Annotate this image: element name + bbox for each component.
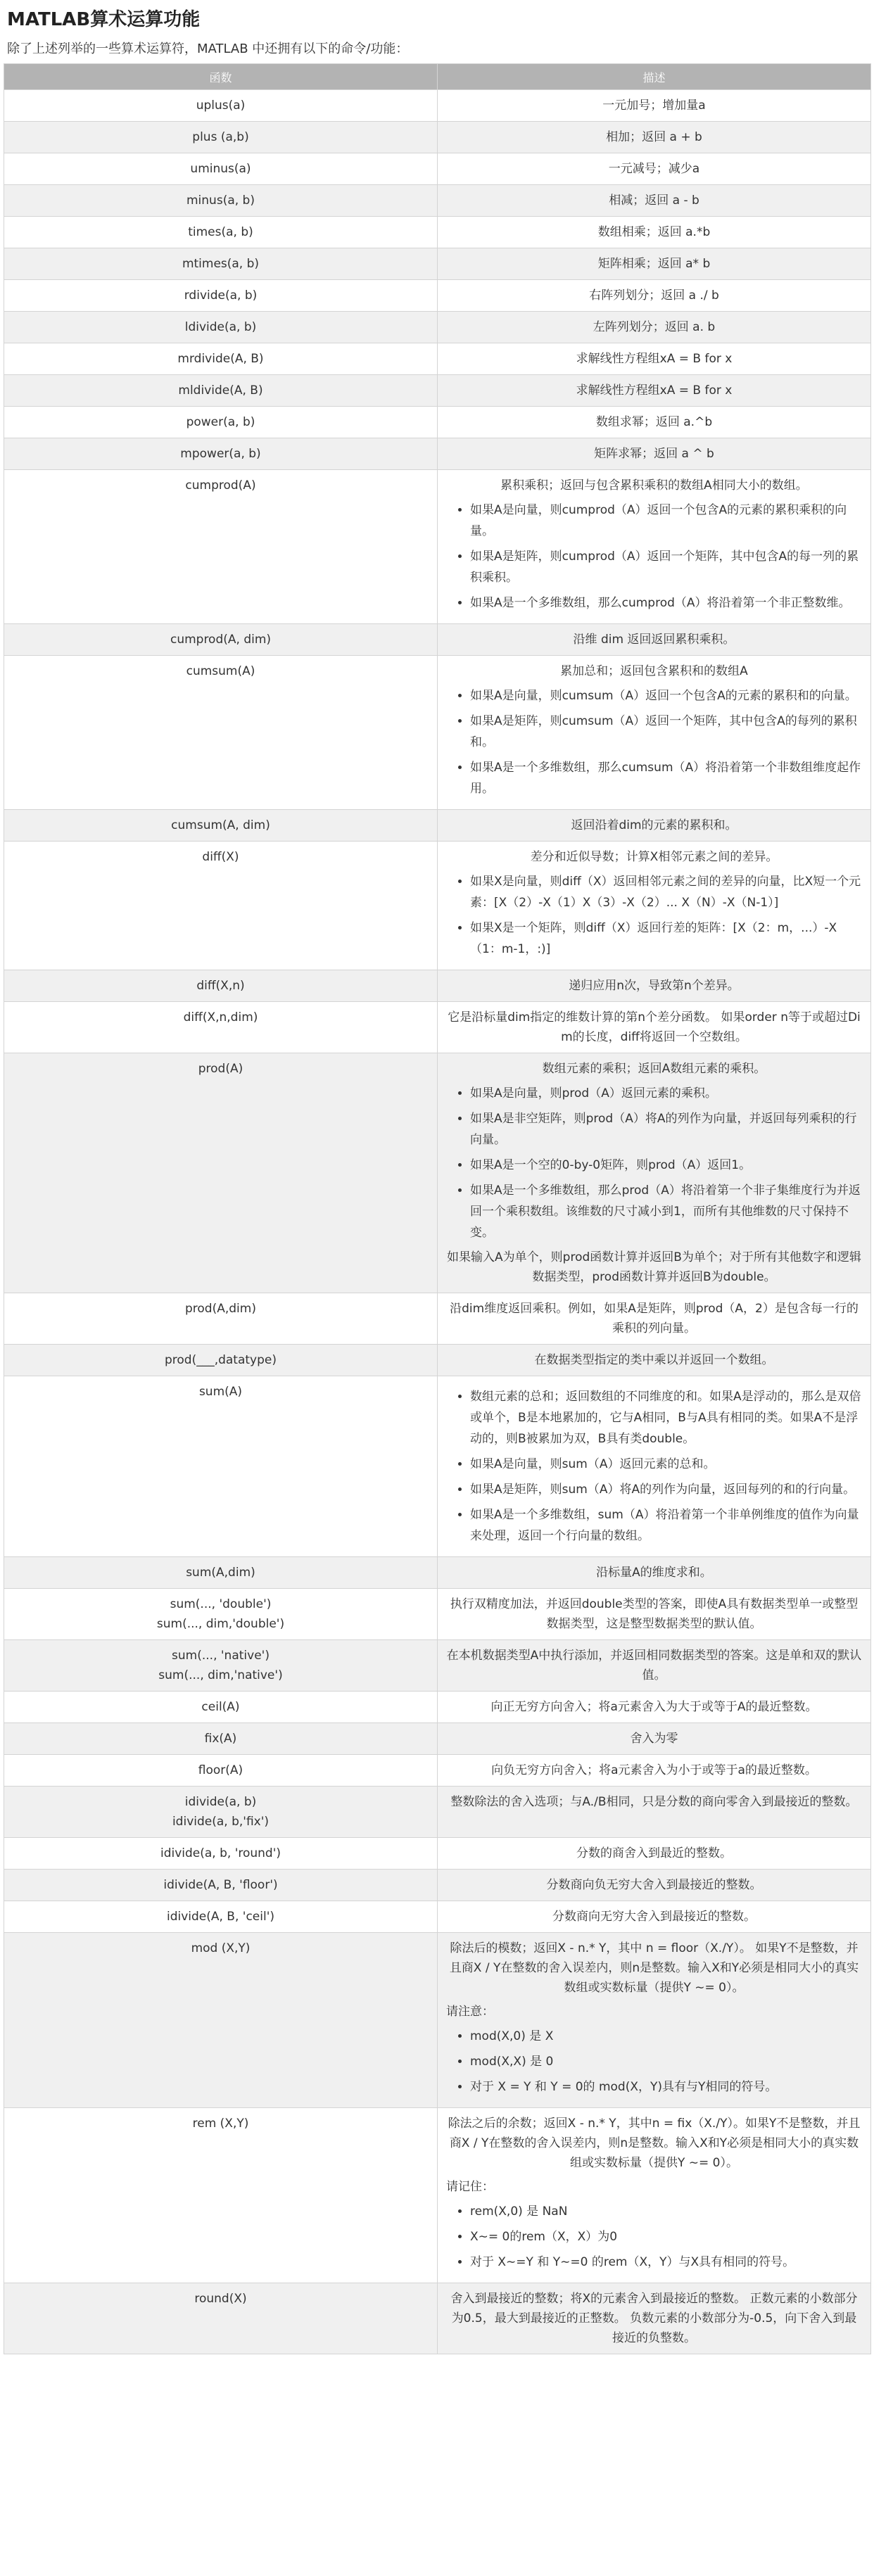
function-cell	[4, 312, 438, 343]
function-name: mtimes(a, b)	[182, 257, 260, 271]
function-name: idivide(a, b, 'round')	[160, 1846, 281, 1860]
description-heading: 差分和近似导数；计算X相邻元素之间的差异。	[530, 850, 778, 864]
function-name: prod(A)	[198, 1062, 243, 1076]
function-name: cumprod(A, dim)	[170, 633, 272, 647]
description-bullet: • mod(X,0) 是 X	[470, 2026, 862, 2047]
function-cell	[4, 122, 438, 153]
description-text: 它是沿标量dim指定的维数计算的第n个差分函数。 如果order n等于或超过Dim的长度，diff将返回一个空数组。	[448, 1010, 861, 1044]
function-name: ldivide(a, b)	[184, 320, 257, 334]
function-cell	[4, 1376, 438, 1557]
description-bullet: • 如果X是一个矩阵，则diff（X）返回行差的矩阵：[X（2：m，...）-X（1：m-1，:)]	[470, 918, 862, 960]
function-cell	[4, 470, 438, 624]
description-cell	[438, 1933, 871, 2108]
function-cell	[4, 1640, 438, 1692]
description-cell	[438, 1557, 871, 1589]
table-row	[4, 375, 871, 407]
table-row	[4, 1838, 871, 1870]
description-text: 相减；返回 a - b	[609, 193, 699, 208]
table-row	[4, 1345, 871, 1376]
description-cell	[438, 312, 871, 343]
function-name: uplus(a)	[196, 99, 246, 113]
description-bullet: • 数组元素的总和；返回数组的不同维度的和。如果A是浮动的，那么是双倍或单个，B是本地累加的，它与A相同，B与A具有相同的类。如果A不是浮动的，则B被累加为双，B具有类double。	[470, 1386, 862, 1449]
function-name: idivide(a, b)	[184, 1795, 257, 1809]
table-row	[4, 2283, 871, 2354]
description-heading: 累积乘积；返回与包含累积乘积的数组A相同大小的数组。	[500, 478, 808, 493]
description-heading: 累加总和；返回包含累积和的数组A	[560, 664, 748, 678]
table-row	[4, 1589, 871, 1640]
function-name: mpower(a, b)	[180, 447, 261, 461]
function-cell	[4, 1787, 438, 1838]
function-name: cumsum(A)	[186, 664, 255, 678]
table-row	[4, 407, 871, 438]
description-cell	[438, 656, 871, 810]
function-cell	[4, 407, 438, 438]
function-cell	[4, 1345, 438, 1376]
description-bullet: • 如果A是非空矩阵，则prod（A）将A的列作为向量，并返回每列乘积的行向量。	[470, 1108, 862, 1150]
description-cell	[438, 1002, 871, 1053]
table-row	[4, 1755, 871, 1787]
description-bullet: • 如果A是一个多维数组，那么prod（A）将沿着第一个非子集维度行为并返回一个乘积数组。该维数的尺寸减小到1，而所有其他维数的尺寸保持不变。	[470, 1180, 862, 1243]
table-row	[4, 185, 871, 217]
function-cell	[4, 217, 438, 248]
description-text: 右阵列划分；返回 a ./ b	[589, 288, 719, 303]
function-cell	[4, 1933, 438, 2108]
function-cell	[4, 810, 438, 842]
description-cell	[438, 280, 871, 312]
description-bullet: • 对于 X∼=Y 和 Y∼=0 的rem（X，Y）与X具有相同的符号。	[470, 2252, 862, 2273]
description-text: 沿维 dim 返回返回累积乘积。	[573, 633, 735, 647]
description-bullet: • 如果A是矩阵，则sum（A）将A的列作为向量，返回每列的和的行向量。	[470, 1479, 862, 1500]
function-cell	[4, 1723, 438, 1755]
function-name: round(X)	[194, 2292, 247, 2306]
function-name: sum(A)	[198, 1385, 243, 1399]
function-name: mrdivide(A, B)	[177, 352, 264, 366]
table-row	[4, 1692, 871, 1723]
function-cell	[4, 280, 438, 312]
description-cell	[438, 375, 871, 407]
description-cell	[438, 624, 871, 656]
description-cell	[438, 810, 871, 842]
description-cell	[438, 343, 871, 375]
function-name: diff(X)	[202, 850, 239, 864]
table-row	[4, 1640, 871, 1692]
table-row	[4, 1053, 871, 1293]
function-name: cumsum(A, dim)	[171, 818, 270, 832]
table-row	[4, 248, 871, 280]
description-cell	[438, 970, 871, 1002]
table-row	[4, 810, 871, 842]
description-bullet-list	[446, 685, 862, 799]
function-name: rdivide(a, b)	[184, 288, 258, 303]
description-cell	[438, 1870, 871, 1901]
function-cell	[4, 1901, 438, 1933]
description-text: 求解线性方程组xA = B for x	[576, 383, 733, 398]
table-row	[4, 343, 871, 375]
table-row	[4, 312, 871, 343]
function-name: minus(a, b)	[186, 193, 255, 208]
table-row	[4, 624, 871, 656]
description-text: 在本机数据类型A中执行添加，并返回相同数据类型的答案。这是单和双的默认值。	[446, 1649, 862, 1682]
description-bullet: • mod(X,X) 是 0	[470, 2051, 862, 2072]
description-text: 一元减号；减少a	[608, 162, 700, 176]
description-text: 向正无穷方向舍入；将a元素舍入为大于或等于A的最近整数。	[490, 1700, 818, 1714]
description-bullet: • 对于 X = Y 和 Y = 0的 mod(X，Y)具有与Y相同的符号。	[470, 2076, 862, 2098]
functions-table	[4, 63, 871, 2354]
description-cell	[438, 1053, 871, 1293]
function-name: diff(X,n,dim)	[183, 1010, 258, 1024]
table-row	[4, 470, 871, 624]
function-name: mldivide(A, B)	[178, 383, 263, 398]
description-text: 分数商向负无穷大舍入到最接近的整数。	[546, 1878, 762, 1892]
description-text: 矩阵求幂；返回 a ^ b	[594, 447, 714, 461]
description-cell	[438, 1723, 871, 1755]
description-text: 整数除法的舍入选项；与A./B相同，只是分数的商向零舍入到最接近的整数。	[450, 1795, 858, 1809]
table-row	[4, 153, 871, 185]
description-text: 递归应用n次，导致第n个差异。	[569, 979, 740, 993]
function-cell	[4, 375, 438, 407]
description-bullet: • 如果A是向量，则prod（A）返回元素的乘积。	[470, 1083, 862, 1104]
description-text: 沿dim维度返回乘积。例如，如果A是矩阵，则prod（A，2）是包含每一行的乘积的列向量。	[450, 1302, 859, 1335]
description-cell	[438, 470, 871, 624]
table-row	[4, 280, 871, 312]
function-name: mod (X,Y)	[191, 1941, 251, 1955]
table-row	[4, 90, 871, 122]
table-row	[4, 2108, 871, 2283]
description-cell	[438, 842, 871, 970]
description-bullet-list	[446, 1083, 862, 1243]
description-cell	[438, 217, 871, 248]
description-text: 分数商向无穷大舍入到最接近的整数。	[552, 1910, 756, 1924]
function-cell	[4, 1053, 438, 1293]
function-cell	[4, 153, 438, 185]
table-row	[4, 217, 871, 248]
description-bullet: • X∼= 0的rem（X，X）为0	[470, 2226, 862, 2247]
description-cell	[438, 1838, 871, 1870]
description-bullet-list	[446, 2026, 862, 2098]
function-name: sum(..., 'native')	[172, 1649, 270, 1663]
function-name: fix(A)	[204, 1732, 237, 1746]
function-cell	[4, 2283, 438, 2354]
function-name: idivide(a, b,'fix')	[172, 1815, 270, 1829]
description-text: 数组求幂；返回 a.^b	[595, 415, 713, 429]
function-name: idivide(A, B, 'ceil')	[166, 1910, 275, 1924]
description-cell	[438, 185, 871, 217]
description-bullet: • 如果A是一个多维数组，sum（A）将沿着第一个非单例维度的值作为向量来处理，返回一个行向量的数组。	[470, 1504, 862, 1547]
table-row	[4, 1933, 871, 2108]
function-name: sum(..., dim,'double')	[156, 1617, 285, 1631]
description-text: 舍入到最接近的整数；将X的元素舍入到最接近的整数。 正数元素的小数部分为0.5，最大到最接近的正整数。 负数元素的小数部分为-0.5，向下舍入到最接近的负整数。	[450, 2292, 858, 2345]
function-cell	[4, 2108, 438, 2283]
function-cell	[4, 1557, 438, 1589]
description-cell	[438, 2108, 871, 2283]
description-cell	[438, 2283, 871, 2354]
header-description: 描述	[438, 64, 871, 90]
function-cell	[4, 1589, 438, 1640]
table-row	[4, 122, 871, 153]
header-function: 函数	[4, 64, 438, 90]
description-bullet: • rem(X,0) 是 NaN	[470, 2201, 862, 2222]
function-name: plus (a,b)	[192, 130, 249, 144]
function-name: sum(A,dim)	[186, 1566, 255, 1580]
function-name: diff(X,n)	[196, 979, 245, 993]
function-name: cumprod(A)	[185, 478, 256, 493]
description-cell	[438, 1901, 871, 1933]
description-cell	[438, 1376, 871, 1557]
function-name: sum(..., 'double')	[170, 1597, 272, 1611]
function-name: ceil(A)	[201, 1700, 240, 1714]
table-row	[4, 1376, 871, 1557]
description-bullet: • 如果A是向量，则cumsum（A）返回一个包含A的元素的累积和的向量。	[470, 685, 862, 706]
description-bullet: • 如果A是一个多维数组，那么cumprod（A）将沿着第一个非正整数维。	[470, 592, 862, 614]
description-bullet: • 如果A是矩阵，则cumsum（A）返回一个矩阵，其中包含A的每列的累积和。	[470, 711, 862, 753]
description-heading: 除法之后的余数；返回X - n.* Y，其中n = fix（X./Y）。如果Y不是整数，并且商X / Y在整数的舍入误差内，则n是整数。输入X和Y必须是相同大小的真实数组或实数标量（提供Y ∼= 0）。	[448, 2117, 861, 2170]
function-cell	[4, 1755, 438, 1787]
description-heading: 数组元素的乘积；返回A数组元素的乘积。	[542, 1062, 766, 1076]
description-cell	[438, 248, 871, 280]
description-bullet-list	[446, 2201, 862, 2273]
description-cell	[438, 90, 871, 122]
function-cell	[4, 1293, 438, 1345]
description-bullet-list	[446, 871, 862, 960]
description-text: 求解线性方程组xA = B for x	[576, 352, 733, 366]
description-bullet: • 如果A是矩阵，则cumprod（A）返回一个矩阵，其中包含A的每一列的累积乘积。	[470, 546, 862, 588]
function-name: rem (X,Y)	[192, 2117, 249, 2131]
description-text: 舍入为零	[630, 1732, 678, 1746]
function-name: prod(___,datatype)	[164, 1353, 277, 1367]
description-bullet: • 如果A是一个多维数组，那么cumsum（A）将沿着第一个非数组维度起作用。	[470, 757, 862, 799]
description-cell	[438, 153, 871, 185]
table-row	[4, 1293, 871, 1345]
table-row	[4, 1557, 871, 1589]
description-cell	[438, 1345, 871, 1376]
function-cell	[4, 656, 438, 810]
description-note: 请注意：	[446, 2005, 494, 2019]
description-text: 向负无穷方向舍入；将a元素舍入为小于或等于a的最近整数。	[491, 1763, 817, 1777]
description-text: 相加；返回 a + b	[606, 130, 702, 144]
description-cell	[438, 122, 871, 153]
table-row	[4, 970, 871, 1002]
function-cell	[4, 343, 438, 375]
intro-text: 除了上述列举的一些算术运算符，MATLAB 中还拥有以下的命令/功能：	[7, 42, 409, 56]
description-text: 左阵列划分；返回 a. b	[593, 320, 716, 334]
function-cell	[4, 1692, 438, 1723]
description-bullet: • 如果X是向量，则diff（X）返回相邻元素之间的差异的向量，比X短一个元素：[X（2）-X（1）X（3）-X（2）... X（N）-X（N-1）]	[470, 871, 862, 913]
table-row	[4, 1870, 871, 1901]
description-text: 分数的商舍入到最近的整数。	[576, 1846, 732, 1860]
function-cell	[4, 248, 438, 280]
description-note: 请记住：	[446, 2180, 494, 2194]
table-row	[4, 656, 871, 810]
page-title: MATLAB算术运算功能	[7, 9, 201, 30]
function-name: idivide(A, B, 'floor')	[163, 1878, 278, 1892]
function-name: times(a, b)	[188, 225, 253, 239]
function-cell	[4, 842, 438, 970]
function-cell	[4, 624, 438, 656]
function-name: floor(A)	[198, 1763, 243, 1777]
description-text: 在数据类型指定的类中乘以并返回一个数组。	[534, 1353, 774, 1367]
description-bullet-list	[446, 500, 862, 614]
function-cell	[4, 1838, 438, 1870]
description-bullet: • 如果A是向量，则cumprod（A）返回一个包含A的元素的累积乘积的向量。	[470, 500, 862, 542]
description-cell	[438, 438, 871, 470]
description-cell	[438, 1755, 871, 1787]
table-row	[4, 1723, 871, 1755]
function-cell	[4, 90, 438, 122]
description-text: 执行双精度加法，并返回double类型的答案，即使A具有数据类型单一或整型数据类型，这是整型数据类型的默认值。	[450, 1597, 859, 1631]
description-footnote: 如果输入A为单个，则prod函数计算并返回B为单个；对于所有其他数字和逻辑数据类型，prod函数计算并返回B为double。	[447, 1250, 861, 1284]
description-bullet: • 如果A是一个空的0-by-0矩阵，则prod（A）返回1。	[470, 1155, 862, 1176]
function-cell	[4, 185, 438, 217]
function-cell	[4, 1870, 438, 1901]
function-name: uminus(a)	[190, 162, 251, 176]
table-header-row	[4, 64, 871, 90]
description-text: 沿标量A的维度求和。	[596, 1566, 712, 1580]
description-text: 数组相乘；返回 a.*b	[597, 225, 711, 239]
function-name: power(a, b)	[186, 415, 255, 429]
description-text: 返回沿着dim的元素的累积和。	[571, 818, 737, 832]
function-cell	[4, 438, 438, 470]
description-cell	[438, 1692, 871, 1723]
description-bullet: • 如果A是向量，则sum（A）返回元素的总和。	[470, 1454, 862, 1475]
description-text: 一元加号；增加量a	[602, 99, 706, 113]
description-cell	[438, 1787, 871, 1838]
function-name: sum(..., dim,'native')	[158, 1668, 283, 1682]
description-bullet-list	[446, 1386, 862, 1547]
description-cell	[438, 1293, 871, 1345]
description-cell	[438, 1640, 871, 1692]
function-name: prod(A,dim)	[185, 1302, 256, 1316]
function-cell	[4, 1002, 438, 1053]
table-row	[4, 842, 871, 970]
table-row	[4, 1002, 871, 1053]
table-row	[4, 1787, 871, 1838]
function-cell	[4, 970, 438, 1002]
description-cell	[438, 1589, 871, 1640]
description-cell	[438, 407, 871, 438]
description-heading: 除法后的模数；返回X - n.* Y，其中 n = floor（X./Y）。 如果Y不是整数，并且商X / Y在整数的舍入误差内，则n是整数。输入X和Y必须是相同大小的真实数组或实数标量（提供Y ∼= 0）。	[449, 1941, 859, 1995]
table-row	[4, 1901, 871, 1933]
table-row	[4, 438, 871, 470]
description-text: 矩阵相乘；返回 a* b	[597, 257, 711, 271]
